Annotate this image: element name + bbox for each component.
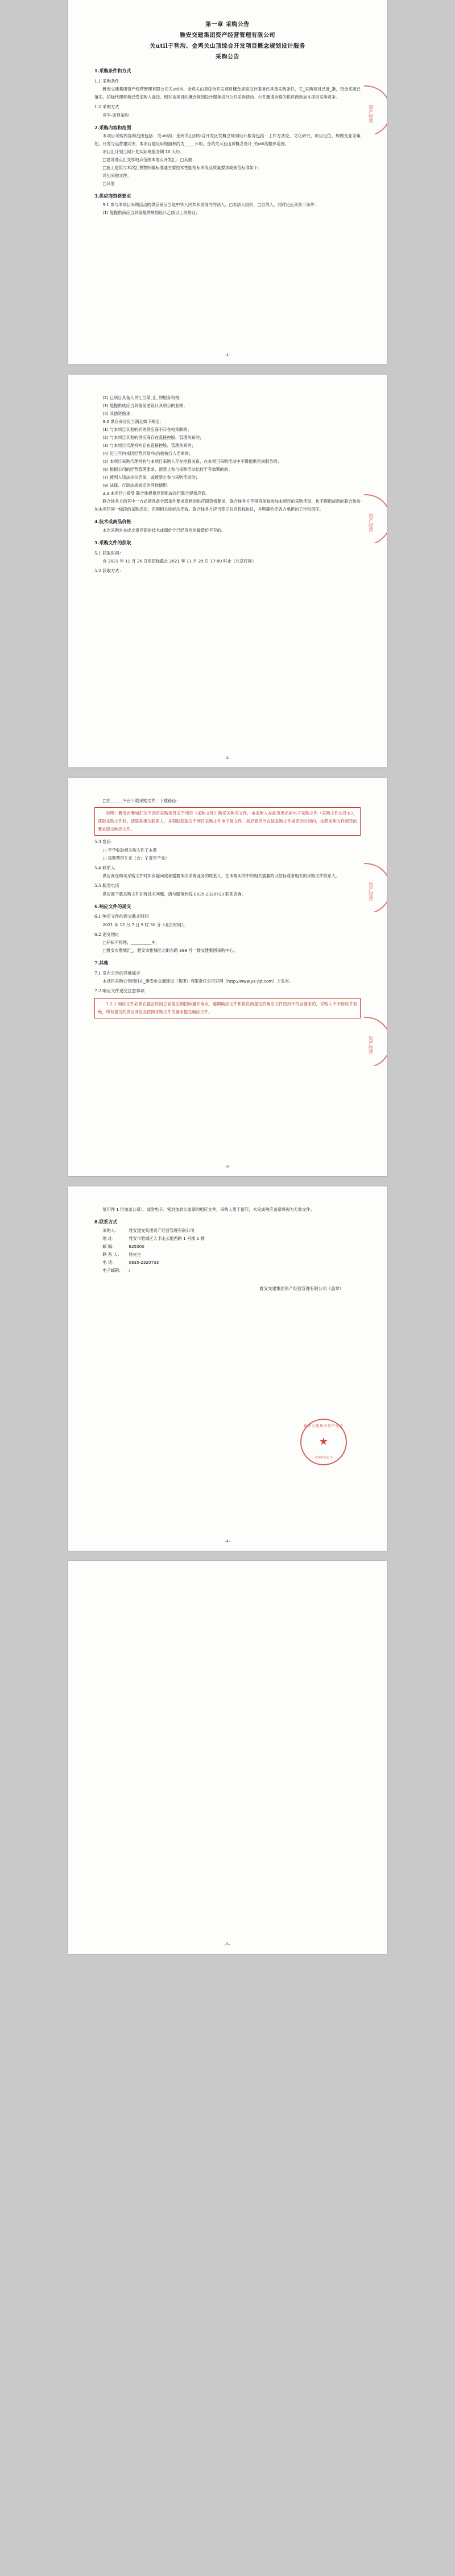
- section-5-3-price: □ 每套费用￥元（含：￥壹百千元）: [102, 855, 169, 861]
- section-1-heading: 1.采购条件和方式: [94, 68, 131, 73]
- section-1-2-heading: 1.2 采购方式: [94, 104, 119, 110]
- contact-value: 杨先生: [129, 1251, 141, 1257]
- section-3-2-item-6: (6) 根据公司的经营管理要求，被禁止参与采购活动比较于有效期的的；: [102, 467, 233, 473]
- seal-half-label: 资产经营: [368, 105, 374, 123]
- doc-title-line-1: 第一章 采购公告: [205, 22, 250, 28]
- page-2: [68, 375, 387, 767]
- section-5-3-free: □ 不予收取相关购文件工本费: [102, 847, 157, 853]
- contact-key: 联 系 人：: [102, 1251, 122, 1257]
- contact-key: 采购人：: [102, 1227, 119, 1233]
- seal-half-label-4: 资产经营: [368, 1036, 374, 1054]
- seal-half-right-page2: [364, 494, 387, 543]
- section-3-2-item-7: (7) 被列入违法失信名单，或被禁止参与采购活动的；: [102, 475, 200, 480]
- section-3-item-2: (2) 已项目具备人民汇当某_汇_的服务资格；: [102, 395, 184, 400]
- section-5-note-text: 说明：雅安市雅城汇关于动定采购项目关于项目《采购文件》购买关购买文件，由采购人在此页出示的电子采购文件（采购文件公开本），获取采购文件时，请联系相关联系人，并领取获取关于项目采购文件电子版文件。供应商应当在该采购文件规定的时间内，按照采购文件规定的要求提交响应文件。: [98, 811, 357, 832]
- section-5-3-heading: 5.3 售价：: [94, 839, 115, 845]
- seal-bottom-text: 管理有限公司: [315, 1456, 333, 1460]
- seal-top-text: 雅安交建集团资产经营: [303, 1424, 344, 1428]
- section-7-heading: 7.其他: [94, 960, 109, 966]
- contact-key: 电子邮箱：: [102, 1267, 123, 1273]
- contact-row: [102, 1235, 361, 1243]
- section-6-1-deadline: 2021 年 12 月 7 日 9 时 30 分（北京时间）。: [102, 922, 188, 927]
- section-7-1-heading: 7.1 发布公告的其他媒介: [94, 970, 140, 976]
- section-6-2-option-1: □开标不得地，__________中，: [102, 940, 160, 946]
- section-5-5-heading: 5.5 服务电话: [94, 883, 119, 889]
- section-4-text: 本次采购对本成交供应商的技术或商价介已经济性的最低价不存的。: [102, 528, 226, 533]
- doc-title-line-4: 采购公告: [216, 54, 239, 60]
- page-number-2: -2-: [225, 755, 230, 761]
- section-3-item-3: (3) 能提供成应当具备前述设计具项目的业绩；: [102, 403, 188, 409]
- section-3-2-heading: 3.2 供应商还应当满足如下规定：: [102, 419, 164, 425]
- contact-key: 电 话：: [102, 1259, 117, 1265]
- contact-value: 625000: [129, 1243, 144, 1249]
- section-5-5-text: 供应商下载采购文件如有技术问题，请与服务热线 0835-2320713 联系咨询。: [102, 891, 246, 897]
- section-7-2-heading: 7.2 响应文件递交注意事项: [94, 988, 145, 994]
- section-2-specs: □施工建筑与本次汇费物明暖标准通主要技术性能指标明段及质量要求或规范标准如下：: [102, 165, 262, 171]
- section-3-1-text: 3.1 参与本项目采购活动的供应商应当是中华人民共和国境内的法人、□非法人组织、□自然人。同时还应具备下条件：: [102, 202, 318, 207]
- contact-key: 邮 编：: [102, 1243, 117, 1249]
- section-2-scope: 本项目采购内容和范围包括：关util沟、金鸡关山顶综合开发区发概念规划设计服务包括：工作方法论、文化研究、项目定位、规模及业态策划、开发与运营建议等，本项目建设用地面积约为_____公顷，金鸡关大石山顶概念设计_关util沟整体范围。: [94, 133, 361, 147]
- seal-half-right-page3-b: [364, 1017, 387, 1066]
- section-5-2-platform: □在______平台下载采购文件，下载路径：: [102, 798, 180, 803]
- page-number-3: -3-: [225, 1164, 230, 1169]
- contact-row: [102, 1267, 361, 1275]
- section-1-2-text: 竞争-谈判采购: [102, 112, 129, 118]
- contact-row: [102, 1227, 361, 1235]
- doc-title-line-2: 雅安交建集团资产经营管理有限公司: [180, 32, 275, 39]
- section-3-2-item-3: (3) 与本项目代理机构存在直接控股、管理关系的；: [102, 443, 196, 449]
- section-5-heading: 5.采购文件的获取: [94, 540, 131, 546]
- contact-value: 0835-2320733: [129, 1259, 159, 1265]
- page-4: [68, 1186, 387, 1551]
- seal-half-right-top: [364, 85, 387, 134]
- contact-table: [102, 1227, 361, 1275]
- contact-row: [102, 1251, 361, 1259]
- section-5-4-text: 供应商在购买采购文件时如有疑问或者需要本次采购业务的联系人，在本购买的中的相关需要的以招标或者相关的采购文件联系人。: [102, 873, 340, 879]
- section-1-1-heading: 1.1 采购条件: [94, 78, 119, 84]
- section-7-1-text: 本项目采购公告同时在_雅安市交通建设（集团）有限责任公司官网（http://www.ya-jtjt.com）上发布。: [102, 979, 293, 984]
- seal-half-label-2: 资产经营: [368, 513, 374, 532]
- section-3-2-item-8: (8) 法律、行政法规规定的其他情形。: [102, 483, 171, 488]
- section-3-2-item-5: (5) 本项目采购代理机构与本项目采购人存在控股关系，在本项目采购活动中不得提供咨询服务的；: [102, 459, 282, 465]
- section-5-4-heading: 5.4 联系人: [94, 865, 115, 870]
- section-3-heading: 3.供应商资格要求: [94, 193, 131, 199]
- section-8-heading: 8.联系方式: [94, 1219, 118, 1225]
- contact-value: /: [129, 1267, 130, 1273]
- contact-key: 地 址：: [102, 1235, 117, 1241]
- section-5-note-box: [94, 807, 361, 836]
- section-7-note-box: [94, 998, 361, 1018]
- section-1-1-text: 雅安交建集团资产经营管理有限公司关util沟、金鸡关山顶综合开发项目概念规划设计服务已具备采购条件，它_采购项目已批_准，资金来源已落实，招标代理机构已受采购人委托，现对该项目的概念规划设计服务进行公开采购活动。公开邀请合格的供应商参加本项目采购竞争。: [94, 87, 361, 100]
- seal-half-right-page3: [364, 863, 387, 912]
- page-number-5: -5-: [225, 1942, 230, 1947]
- page-number-1: -1-: [225, 352, 230, 358]
- section-6-1-heading: 6.1 响应文件的递交截止时间: [94, 914, 149, 919]
- contact-value: 雅安建交集团资产经营管理有限公司: [129, 1227, 195, 1233]
- contact-value: 雅安市雅城区大手山云提西路 1 号楼 1 楼: [129, 1235, 205, 1241]
- section-5-1-heading: 5.1 获取时间：: [94, 550, 124, 556]
- contact-row: [102, 1259, 361, 1267]
- section-3-2-item-1: (1) 与本项目其他的同的供应商不存在相关联的；: [102, 427, 192, 433]
- section-5-2-heading: 5.2 获取方式：: [94, 568, 124, 574]
- section-5-1-time: 自 2021 年 11 月 26 日至招标截止 2021 年 11 月 29 日 17:00 时止（北京时间）: [102, 558, 257, 564]
- section-2-heading: 2.采购内容和范围: [94, 124, 131, 130]
- section-2-duration: 项目汇计划工期计划实际绝服务期 10 天历。: [102, 149, 184, 155]
- section-6-heading: 6.响应文件的递交: [94, 903, 131, 909]
- section-2-location: □建设地点汇交界地点范围本地点开发汇；□其他：: [102, 157, 196, 163]
- section-6-2-heading: 6.2 递交地址: [94, 931, 119, 937]
- section-3-2-item-4: (4) 近三年内未因经营异常/失信被执行人名单的；: [102, 451, 193, 457]
- page-5: [68, 1561, 387, 1954]
- section-6-2-option-2: □雅安市雅城汇_，雅安市雅城区北街东路 399 号一楼交建集团采购中心。: [102, 948, 238, 954]
- page-3: [68, 778, 387, 1176]
- section-3-item-4: (4) 其他资格求：: [102, 411, 134, 417]
- section-4-heading: 4.技术或商品价格: [94, 519, 131, 525]
- section-7-continued: 复印件 1 份加盖公章），或附电子、密封加封公盖章的相应文件，采购人用于留存，未完成响应盖章将视为无效文件。: [102, 1207, 315, 1212]
- company-seal: [300, 1419, 347, 1465]
- page-number-4: -4-: [225, 1539, 230, 1544]
- seal-half-label-3: 资产经营: [368, 882, 374, 901]
- section-3-3-detail: 联合体各方的其中一方必须具备全部条件要求资格的供应商资格要求，联合体各方不得再单独参加本项目的采购活动，也不得组成新的联合体参加本项目同一标段的采购活动，否则相关投标均无效。联合体各方应当签订共同投标协议，并明确约定各方承担的工作和责任。: [94, 499, 361, 512]
- section-3-3-text: 3.3 本项目□接受 联合体提供应商组或进行联合提供应商。: [102, 491, 210, 496]
- section-2-docref: 详见采购文件。: [102, 173, 131, 179]
- section-3-2-item-2: (2) 与本项目其他的供应商存在直接控股、管理关系的；: [102, 435, 204, 441]
- section-3-1-item-1: (1) 能提供商应当具备提供规划设计乙级以上资格证；: [102, 210, 200, 215]
- page-1: [68, 0, 387, 364]
- doc-title-line-3: 关util于利沟、金鸡关山顶综合开发项目概念规划设计服务: [150, 43, 305, 50]
- section-2-other: □其他: [102, 181, 115, 187]
- contact-row: [102, 1243, 361, 1251]
- signature-line: 雅安交建集团资产经营管理有限公司（盖章）: [259, 1285, 344, 1291]
- section-7-note-text: 7.2.1 响应文件必须在截止时间之前提交到招标通知地点，逾期响应文件和供应商提交的响应文件密封不符合要求的，采购人不予接收并拒绝，所有提交的供应商应当按照采购文件的要求提交响应文件。: [98, 1001, 357, 1014]
- seal-star-icon: ★: [318, 1436, 329, 1448]
